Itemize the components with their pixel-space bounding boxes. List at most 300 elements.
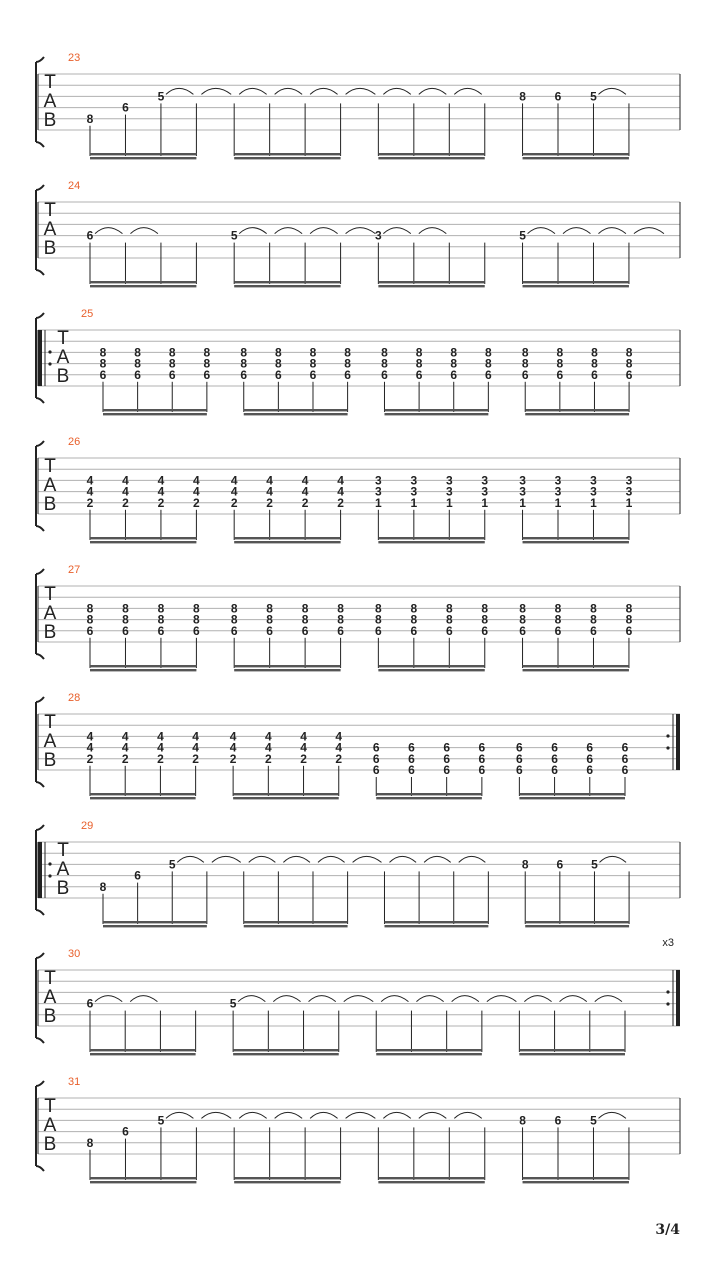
fret-number: 8 bbox=[99, 356, 107, 371]
tie-arc bbox=[95, 228, 122, 234]
fret-number: 6 bbox=[86, 228, 94, 243]
fret-number: 2 bbox=[229, 751, 237, 766]
fret-number: 6 bbox=[551, 751, 558, 766]
tie-arc bbox=[275, 88, 302, 94]
tie-arc bbox=[275, 1112, 302, 1118]
fret-number: 8 bbox=[230, 601, 238, 616]
fret-number: 8 bbox=[450, 356, 458, 371]
measure-number: 23 bbox=[68, 52, 81, 64]
tie-arc bbox=[346, 1112, 376, 1118]
fret-number: 4 bbox=[192, 740, 199, 755]
fret-number: 6 bbox=[521, 367, 529, 382]
fret-number: 4 bbox=[300, 740, 307, 755]
fret-number: 4 bbox=[300, 729, 307, 744]
fret-number: 5 bbox=[229, 996, 237, 1011]
beam bbox=[234, 537, 340, 539]
fret-number: 3 bbox=[625, 484, 633, 499]
beam bbox=[90, 285, 196, 287]
tab-clef-letter-t: T bbox=[44, 712, 56, 733]
repeat-dot bbox=[666, 990, 669, 993]
fret-number: 4 bbox=[264, 729, 272, 744]
beam bbox=[90, 669, 196, 671]
beam bbox=[523, 537, 629, 539]
fret-number: 6 bbox=[554, 1113, 562, 1128]
fret-number: 8 bbox=[519, 612, 526, 627]
beam bbox=[525, 409, 629, 411]
system-30 bbox=[36, 937, 680, 1055]
tab-clef-letter-b: B bbox=[56, 366, 70, 387]
fret-number: 8 bbox=[86, 1135, 94, 1150]
fret-number: 4 bbox=[193, 473, 200, 488]
fret-number: 8 bbox=[554, 601, 562, 616]
beam bbox=[234, 157, 340, 159]
tie-arc bbox=[166, 1112, 193, 1118]
tie-arc bbox=[598, 228, 625, 234]
tie-arc bbox=[595, 996, 622, 1002]
tie-arc bbox=[459, 856, 486, 862]
beam bbox=[234, 541, 340, 543]
fret-number: 8 bbox=[344, 356, 351, 371]
beam bbox=[376, 797, 482, 799]
fret-number: 8 bbox=[86, 111, 94, 126]
fret-number: 6 bbox=[625, 623, 633, 638]
measure-number: 27 bbox=[68, 564, 81, 576]
fret-number: 6 bbox=[485, 367, 492, 382]
tie-arc bbox=[599, 856, 626, 862]
system-27 bbox=[36, 564, 680, 671]
tie-arc bbox=[130, 228, 157, 234]
fret-number: 8 bbox=[134, 345, 141, 360]
fret-number: 6 bbox=[478, 751, 486, 766]
fret-number: 4 bbox=[122, 473, 129, 488]
measure-number: 26 bbox=[68, 436, 81, 448]
tab-clef-letter-a: A bbox=[43, 219, 57, 240]
tie-arc bbox=[416, 996, 443, 1002]
fret-number: 8 bbox=[266, 601, 273, 616]
fret-number: 6 bbox=[122, 1124, 129, 1139]
fret-number: 8 bbox=[521, 857, 529, 872]
fret-number: 3 bbox=[519, 484, 526, 499]
fret-number: 3 bbox=[625, 473, 633, 488]
fret-number: 6 bbox=[275, 367, 282, 382]
fret-number: 2 bbox=[264, 751, 272, 766]
beam bbox=[234, 285, 340, 287]
fret-number: 1 bbox=[445, 495, 453, 510]
fret-number: 1 bbox=[590, 495, 597, 510]
page-number: 3/4 bbox=[655, 1222, 680, 1238]
fret-number: 8 bbox=[375, 612, 382, 627]
tie-arc bbox=[239, 228, 266, 234]
repeat-dot bbox=[666, 1002, 669, 1005]
fret-number: 8 bbox=[157, 612, 165, 627]
tie-arc bbox=[201, 1112, 231, 1118]
beam bbox=[523, 1181, 629, 1183]
tie-arc bbox=[383, 228, 410, 234]
repeat-end-thick-bar bbox=[676, 970, 680, 1026]
tie-arc bbox=[383, 88, 410, 94]
fret-number: 8 bbox=[519, 89, 526, 104]
beam bbox=[525, 413, 629, 415]
system-31 bbox=[36, 1076, 680, 1183]
tie-arc bbox=[389, 856, 416, 862]
beam bbox=[378, 157, 484, 159]
measure-number: 24 bbox=[68, 180, 81, 192]
tie-arc bbox=[381, 996, 408, 1002]
fret-number: 4 bbox=[86, 484, 94, 499]
fret-number: 6 bbox=[134, 868, 141, 883]
fret-number: 3 bbox=[410, 473, 418, 488]
tie-arc bbox=[344, 996, 373, 1002]
fret-number: 3 bbox=[410, 484, 418, 499]
fret-number: 6 bbox=[445, 623, 453, 638]
fret-number: 6 bbox=[193, 623, 200, 638]
fret-number: 3 bbox=[445, 473, 453, 488]
tie-arc bbox=[353, 856, 382, 862]
repeat-dot bbox=[666, 746, 669, 749]
tie-arc bbox=[309, 996, 336, 1002]
beam bbox=[519, 1049, 625, 1051]
tab-clef-letter-b: B bbox=[43, 1006, 57, 1027]
tab-clef-letter-t: T bbox=[57, 840, 69, 861]
fret-number: 8 bbox=[381, 356, 388, 371]
beam bbox=[523, 281, 629, 283]
fret-number: 3 bbox=[375, 484, 382, 499]
beam bbox=[378, 669, 484, 671]
fret-number: 8 bbox=[410, 601, 418, 616]
fret-number: 8 bbox=[344, 345, 351, 360]
beam bbox=[523, 665, 629, 667]
fret-number: 3 bbox=[590, 484, 597, 499]
beam bbox=[90, 541, 196, 543]
beam bbox=[384, 409, 488, 411]
fret-number: 6 bbox=[122, 100, 129, 115]
system-28 bbox=[36, 692, 680, 799]
fret-number: 4 bbox=[121, 729, 129, 744]
fret-number: 4 bbox=[86, 729, 94, 744]
fret-number: 8 bbox=[591, 356, 598, 371]
tab-clef-letter-a: A bbox=[43, 1115, 57, 1136]
fret-number: 6 bbox=[516, 751, 523, 766]
tie-arc bbox=[598, 88, 625, 94]
beam bbox=[90, 153, 196, 155]
fret-number: 4 bbox=[337, 473, 344, 488]
tab-clef-letter-b: B bbox=[43, 1134, 57, 1155]
beam bbox=[376, 1053, 482, 1055]
beam bbox=[523, 157, 629, 159]
tie-arc bbox=[239, 88, 266, 94]
beam bbox=[90, 281, 196, 283]
fret-number: 6 bbox=[134, 367, 141, 382]
fret-number: 6 bbox=[586, 763, 594, 777]
repeat-start-thick-bar bbox=[38, 330, 42, 386]
fret-number: 3 bbox=[554, 473, 562, 488]
fret-number: 8 bbox=[481, 601, 489, 616]
fret-number: 4 bbox=[157, 729, 164, 744]
system-23 bbox=[36, 52, 680, 159]
beam bbox=[103, 921, 207, 923]
fret-number: 1 bbox=[375, 495, 382, 510]
beam bbox=[519, 1053, 625, 1055]
fret-number: 6 bbox=[556, 857, 564, 872]
fret-number: 8 bbox=[625, 601, 633, 616]
fret-number: 4 bbox=[229, 740, 237, 755]
fret-number: 8 bbox=[193, 601, 200, 616]
fret-number: 4 bbox=[337, 484, 344, 499]
fret-number: 2 bbox=[230, 495, 238, 510]
fret-number: 6 bbox=[203, 367, 211, 382]
tie-arc bbox=[201, 88, 231, 94]
fret-number: 6 bbox=[551, 740, 558, 755]
tie-arc bbox=[419, 228, 446, 234]
fret-number: 4 bbox=[264, 740, 272, 755]
fret-number: 8 bbox=[521, 345, 529, 360]
tab-clef-letter-a: A bbox=[43, 91, 57, 112]
fret-number: 8 bbox=[240, 345, 248, 360]
tab-clef-letter-b: B bbox=[43, 622, 57, 643]
tie-arc bbox=[238, 996, 265, 1002]
system-24 bbox=[36, 180, 680, 287]
fret-number: 6 bbox=[586, 751, 594, 766]
fret-number: 6 bbox=[168, 367, 176, 382]
fret-number: 8 bbox=[168, 345, 176, 360]
fret-number: 2 bbox=[86, 751, 94, 766]
tie-arc bbox=[212, 856, 241, 862]
fret-number: 6 bbox=[122, 623, 129, 638]
beam bbox=[378, 541, 484, 543]
fret-number: 5 bbox=[591, 857, 598, 872]
fret-number: 2 bbox=[300, 751, 307, 766]
fret-number: 8 bbox=[481, 612, 489, 627]
fret-number: 6 bbox=[266, 623, 273, 638]
beam bbox=[525, 925, 629, 927]
fret-number: 4 bbox=[157, 740, 164, 755]
tie-arc bbox=[177, 856, 204, 862]
fret-number: 6 bbox=[443, 740, 451, 755]
tie-arc bbox=[166, 88, 193, 94]
beam bbox=[103, 925, 207, 927]
fret-number: 3 bbox=[554, 484, 562, 499]
beam bbox=[234, 281, 340, 283]
repeat-start-thick-bar bbox=[38, 842, 42, 898]
fret-number: 6 bbox=[157, 623, 165, 638]
fret-number: 1 bbox=[410, 495, 418, 510]
tie-arc bbox=[283, 856, 310, 862]
tie-arc bbox=[310, 88, 337, 94]
measure-number: 30 bbox=[68, 948, 81, 960]
fret-number: 6 bbox=[415, 367, 423, 382]
beam bbox=[384, 413, 488, 415]
fret-number: 3 bbox=[375, 228, 382, 243]
beam bbox=[378, 537, 484, 539]
beam bbox=[234, 1177, 340, 1179]
beam bbox=[244, 925, 348, 927]
beam bbox=[234, 665, 340, 667]
fret-number: 8 bbox=[554, 612, 562, 627]
tie-arc bbox=[487, 996, 516, 1002]
fret-number: 2 bbox=[157, 495, 165, 510]
fret-number: 6 bbox=[591, 367, 598, 382]
beam bbox=[525, 921, 629, 923]
fret-number: 6 bbox=[621, 763, 629, 777]
tie-arc bbox=[275, 228, 302, 234]
fret-number: 8 bbox=[309, 345, 317, 360]
fret-number: 2 bbox=[337, 495, 344, 510]
fret-number: 6 bbox=[86, 996, 94, 1011]
repeat-dot bbox=[48, 862, 51, 865]
repeat-end-thick-bar bbox=[676, 714, 680, 770]
fret-number: 2 bbox=[86, 495, 94, 510]
fret-number: 8 bbox=[485, 356, 492, 371]
tab-clef-letter-a: A bbox=[43, 987, 57, 1008]
fret-number: 6 bbox=[375, 623, 382, 638]
tie-arc bbox=[563, 228, 590, 234]
beam bbox=[523, 285, 629, 287]
fret-number: 8 bbox=[309, 356, 317, 371]
fret-number: 6 bbox=[372, 740, 380, 755]
system-29 bbox=[36, 820, 680, 927]
fret-number: 6 bbox=[408, 751, 415, 766]
beam bbox=[523, 541, 629, 543]
fret-number: 6 bbox=[621, 751, 629, 766]
fret-number: 8 bbox=[168, 356, 176, 371]
tie-arc bbox=[454, 1112, 481, 1118]
tie-arc bbox=[130, 996, 157, 1002]
tie-arc bbox=[346, 88, 376, 94]
beam bbox=[378, 153, 484, 155]
beam bbox=[244, 409, 348, 411]
tie-arc bbox=[383, 1112, 410, 1118]
fret-number: 6 bbox=[381, 367, 388, 382]
tie-arc bbox=[598, 1112, 625, 1118]
repeat-dot bbox=[48, 350, 51, 353]
fret-number: 8 bbox=[415, 345, 423, 360]
fret-number: 6 bbox=[372, 763, 380, 777]
beam bbox=[378, 281, 484, 283]
fret-number: 8 bbox=[134, 356, 141, 371]
fret-number: 8 bbox=[193, 612, 200, 627]
fret-number: 2 bbox=[266, 495, 273, 510]
fret-number: 6 bbox=[230, 623, 238, 638]
fret-number: 1 bbox=[519, 495, 526, 510]
fret-number: 8 bbox=[556, 345, 564, 360]
tie-arc bbox=[310, 228, 337, 234]
fret-number: 8 bbox=[445, 601, 453, 616]
fret-number: 8 bbox=[450, 345, 458, 360]
fret-number: 2 bbox=[301, 495, 309, 510]
fret-number: 4 bbox=[301, 473, 309, 488]
beam bbox=[378, 1181, 484, 1183]
tab-clef-letter-a: A bbox=[56, 859, 70, 880]
fret-number: 4 bbox=[157, 473, 165, 488]
tie-arc bbox=[419, 88, 446, 94]
fret-number: 5 bbox=[590, 89, 597, 104]
measure-number: 25 bbox=[81, 308, 94, 320]
fret-number: 8 bbox=[410, 612, 418, 627]
fret-number: 2 bbox=[157, 751, 164, 766]
tie-arc bbox=[318, 856, 345, 862]
beam bbox=[233, 793, 339, 795]
fret-number: 8 bbox=[445, 612, 453, 627]
fret-number: 6 bbox=[621, 740, 629, 755]
fret-number: 3 bbox=[481, 484, 489, 499]
fret-number: 2 bbox=[121, 751, 129, 766]
fret-number: 6 bbox=[99, 367, 107, 382]
beam bbox=[233, 1049, 339, 1051]
beam bbox=[233, 797, 339, 799]
fret-number: 4 bbox=[122, 484, 129, 499]
repeat-count: x3 bbox=[662, 937, 674, 949]
tie-arc bbox=[452, 996, 479, 1002]
fret-number: 6 bbox=[551, 763, 558, 777]
beam bbox=[103, 413, 207, 415]
fret-number: 6 bbox=[86, 623, 94, 638]
fret-number: 6 bbox=[586, 740, 594, 755]
fret-number: 6 bbox=[516, 740, 523, 755]
fret-number: 8 bbox=[485, 345, 492, 360]
tab-clef-letter-b: B bbox=[56, 878, 70, 899]
beam bbox=[378, 285, 484, 287]
tab-clef-letter-t: T bbox=[44, 200, 56, 221]
fret-number: 8 bbox=[301, 612, 309, 627]
fret-number: 5 bbox=[168, 857, 176, 872]
fret-number: 6 bbox=[516, 763, 523, 777]
tie-arc bbox=[424, 856, 451, 862]
fret-number: 8 bbox=[415, 356, 423, 371]
tab-clef-letter-t: T bbox=[57, 328, 69, 349]
fret-number: 2 bbox=[193, 495, 200, 510]
fret-number: 8 bbox=[519, 1113, 526, 1128]
fret-number: 6 bbox=[408, 763, 415, 777]
tab-clef-letter-t: T bbox=[44, 72, 56, 93]
tab-clef-letter-a: A bbox=[43, 731, 57, 752]
fret-number: 3 bbox=[590, 473, 597, 488]
beam bbox=[234, 153, 340, 155]
tie-arc bbox=[634, 228, 664, 234]
beam bbox=[103, 409, 207, 411]
fret-number: 6 bbox=[408, 740, 415, 755]
fret-number: 1 bbox=[554, 495, 562, 510]
tab-clef-letter-a: A bbox=[43, 475, 57, 496]
tie-arc bbox=[273, 996, 300, 1002]
fret-number: 6 bbox=[240, 367, 248, 382]
fret-number: 8 bbox=[275, 345, 282, 360]
fret-number: 4 bbox=[230, 484, 238, 499]
fret-number: 8 bbox=[375, 601, 382, 616]
beam bbox=[234, 1181, 340, 1183]
fret-number: 2 bbox=[192, 751, 199, 766]
fret-number: 6 bbox=[301, 623, 309, 638]
beam bbox=[90, 157, 196, 159]
beam bbox=[90, 793, 196, 795]
fret-number: 4 bbox=[193, 484, 200, 499]
measure-number: 31 bbox=[68, 1076, 81, 1088]
tie-arc bbox=[419, 1112, 446, 1118]
fret-number: 8 bbox=[625, 356, 633, 371]
tie-arc bbox=[249, 856, 276, 862]
beam bbox=[376, 1049, 482, 1051]
fret-number: 8 bbox=[203, 356, 211, 371]
fret-number: 5 bbox=[157, 1113, 165, 1128]
fret-number: 6 bbox=[450, 367, 458, 382]
tab-clef-letter-b: B bbox=[43, 750, 57, 771]
fret-number: 4 bbox=[335, 729, 343, 744]
beam bbox=[90, 537, 196, 539]
fret-number: 5 bbox=[590, 1113, 597, 1128]
fret-number: 4 bbox=[230, 473, 238, 488]
tie-arc bbox=[524, 996, 551, 1002]
fret-number: 8 bbox=[230, 612, 238, 627]
beam bbox=[384, 921, 488, 923]
